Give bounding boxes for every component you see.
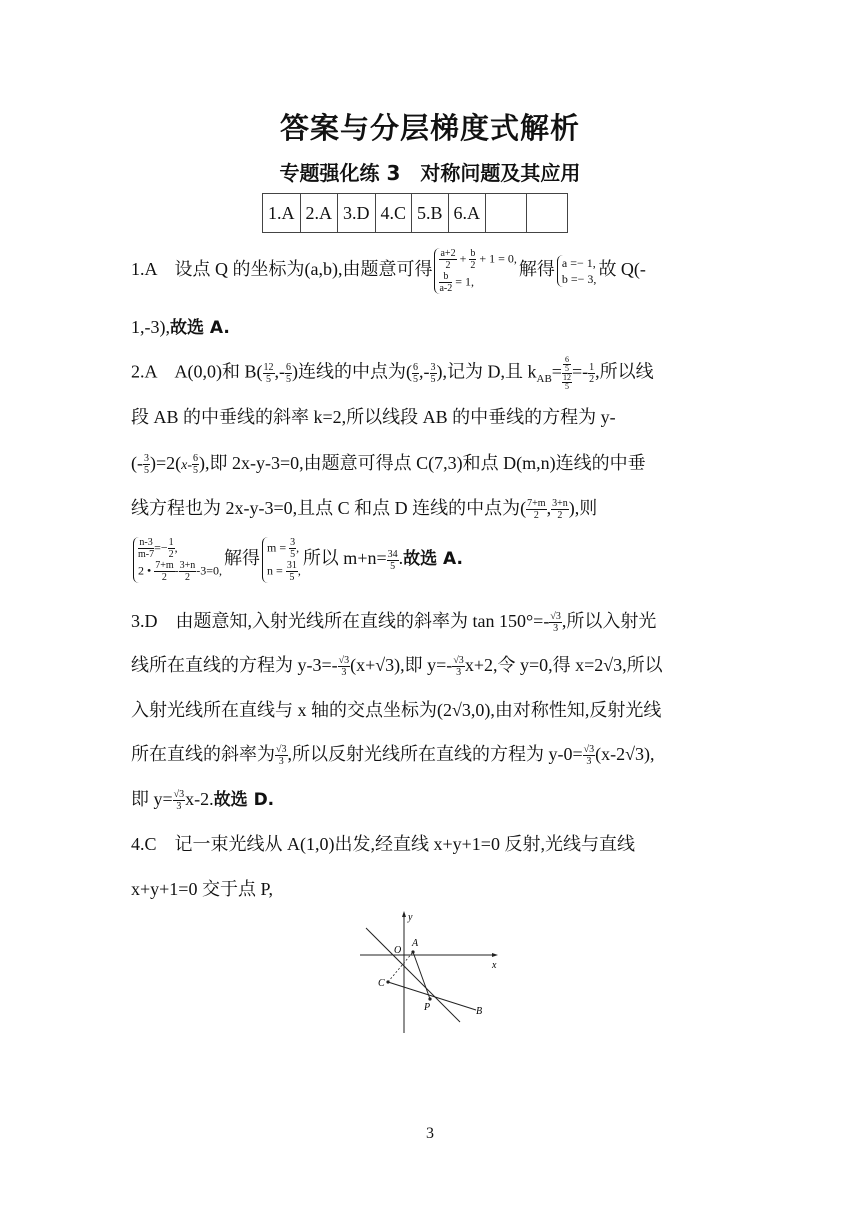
section-subtitle: 专题强化练 3 对称问题及其应用 bbox=[279, 161, 581, 185]
point-p bbox=[428, 997, 431, 1000]
solution-4-line-1: 4.C 记一束光线从 A(1,0)出发,经直线 x+y+1=0 反射,光线与直线 bbox=[131, 834, 635, 854]
label-o: O bbox=[394, 945, 402, 956]
answer-cell: 5.B bbox=[412, 194, 449, 233]
answer-cell: 1.A bbox=[263, 194, 301, 233]
answer-cell: 4.C bbox=[375, 194, 412, 233]
answer-cell: 3.D bbox=[338, 194, 376, 233]
solution-3-line-4: 所在直线的斜率为 $\frac{√3}{3}$ ,所以反射光线所在直线的方程为 y-0= $\frac{√3}{3}$ (x-2√3), bbox=[131, 744, 655, 768]
reflection-figure bbox=[352, 908, 512, 1038]
answer-cell-empty bbox=[527, 194, 568, 233]
ray-c-b bbox=[388, 982, 476, 1010]
label-p: P bbox=[424, 1002, 431, 1013]
equation-system: $\frac{n-3}{m-7}$ =− $\frac{1}{2}$ , 2 • $\frac{7+m}{2}$ - $\frac{3+n}{2}$ -3=0, bbox=[133, 537, 222, 583]
label-a: A bbox=[412, 938, 419, 949]
solution-2-line-5: $\frac{n-3}{m-7}$ =− $\frac{1}{2}$ , 2 • $\frac{7+m}{2}$ - $\frac{3+n}{2}$ -3=0,解得m = $\frac{3}{5}$ , n = $\frac{31}{5}$ ,所以 m+n= $\frac{34}{5}$ .故选 A. bbox=[131, 537, 463, 583]
solution-3-line-2: 线所在直线的方程为 y-3=- $\frac{√3}{3}$ (x+√3),即 y=- $\frac{√3}{3}$ x+2,令 y=0,得 x=2√3,所以 bbox=[131, 655, 663, 679]
solution-3-line-1: 3.D 由题意知,入射光线所在直线的斜率为 tan 150°=- $\frac{√3}{3}$ ,所以入射光 bbox=[131, 611, 657, 635]
solution-3-line-3: 入射光线所在直线与 x 轴的交点坐标为(2√3,0),由对称性知,反射光线 bbox=[131, 700, 662, 720]
equation-system: m = $\frac{3}{5}$ , n = $\frac{31}{5}$ , bbox=[262, 537, 301, 583]
solution-2-line-3: (- $\frac{3}{5}$ )=2(x- $\frac{6}{5}$ ),即 2x-y-3=0,由题意可得点 C(7,3)和点 D(m,n)连线的中垂 bbox=[131, 453, 646, 477]
answer-cell-empty bbox=[486, 194, 527, 233]
page-title: 答案与分层梯度式解析 bbox=[279, 111, 580, 145]
equation-system: $\frac{a+2}{2}$ + $\frac{b}{2}$ + 1 = 0, $\frac{b}{a-2}$ = 1, bbox=[434, 248, 516, 294]
point-a bbox=[411, 950, 414, 953]
label-x: x bbox=[492, 960, 497, 971]
solution-1-line-1: 1.A 设点 Q 的坐标为(a,b),由题意可得 $\frac{a+2}{2}$ + $\frac{b}{2}$ + 1 = 0, $\frac{b}{a-2}$ = 1,解得 a =− 1, b =− 3, 故 Q(- bbox=[131, 248, 646, 294]
label-b: B bbox=[476, 1006, 483, 1017]
equation-system: a =− 1, b =− 3, bbox=[557, 255, 597, 287]
solution-2-line-2: 段 AB 的中垂线的斜率 k=2,所以线段 AB 的中垂线的方程为 y- bbox=[131, 407, 616, 427]
label-c: C bbox=[378, 978, 385, 989]
x-axis-arrow bbox=[492, 953, 498, 957]
answer-cell: 6.A bbox=[448, 194, 486, 233]
solution-3-line-5: 即 y= $\frac{√3}{3}$ x-2.故选 D. bbox=[131, 789, 275, 813]
ray-a-p bbox=[413, 952, 430, 999]
y-axis-arrow bbox=[402, 911, 406, 917]
solution-4-line-2: x+y+1=0 交于点 P, bbox=[131, 879, 273, 899]
label-y: y bbox=[408, 912, 413, 923]
solution-1-line-2: 1,-3),故选 A. bbox=[131, 317, 230, 338]
solution-2-line-1: 2.A A(0,0)和 B( $\frac{12}{5}$ ,- $\frac{6}{5}$ )连线的中点为( $\frac{6}{5}$ ,- $\frac{3}{5}$ ),记为 D,且 $k_{AB}=$ 6 5 12 5 =- $\frac{1}{2}$ ,所以线 bbox=[131, 355, 654, 391]
answer-cell: 2.A bbox=[300, 194, 338, 233]
point-c bbox=[386, 980, 389, 983]
dashed-c-a bbox=[388, 952, 413, 982]
answer-key-table bbox=[262, 193, 568, 233]
page-number: 3 bbox=[426, 1125, 434, 1142]
solution-2-line-4: 线方程也为 2x-y-3=0,且点 C 和点 D 连线的中点为( $\frac{7+m}{2}$ , $\frac{3+n}{2}$ ),则 bbox=[131, 498, 598, 522]
